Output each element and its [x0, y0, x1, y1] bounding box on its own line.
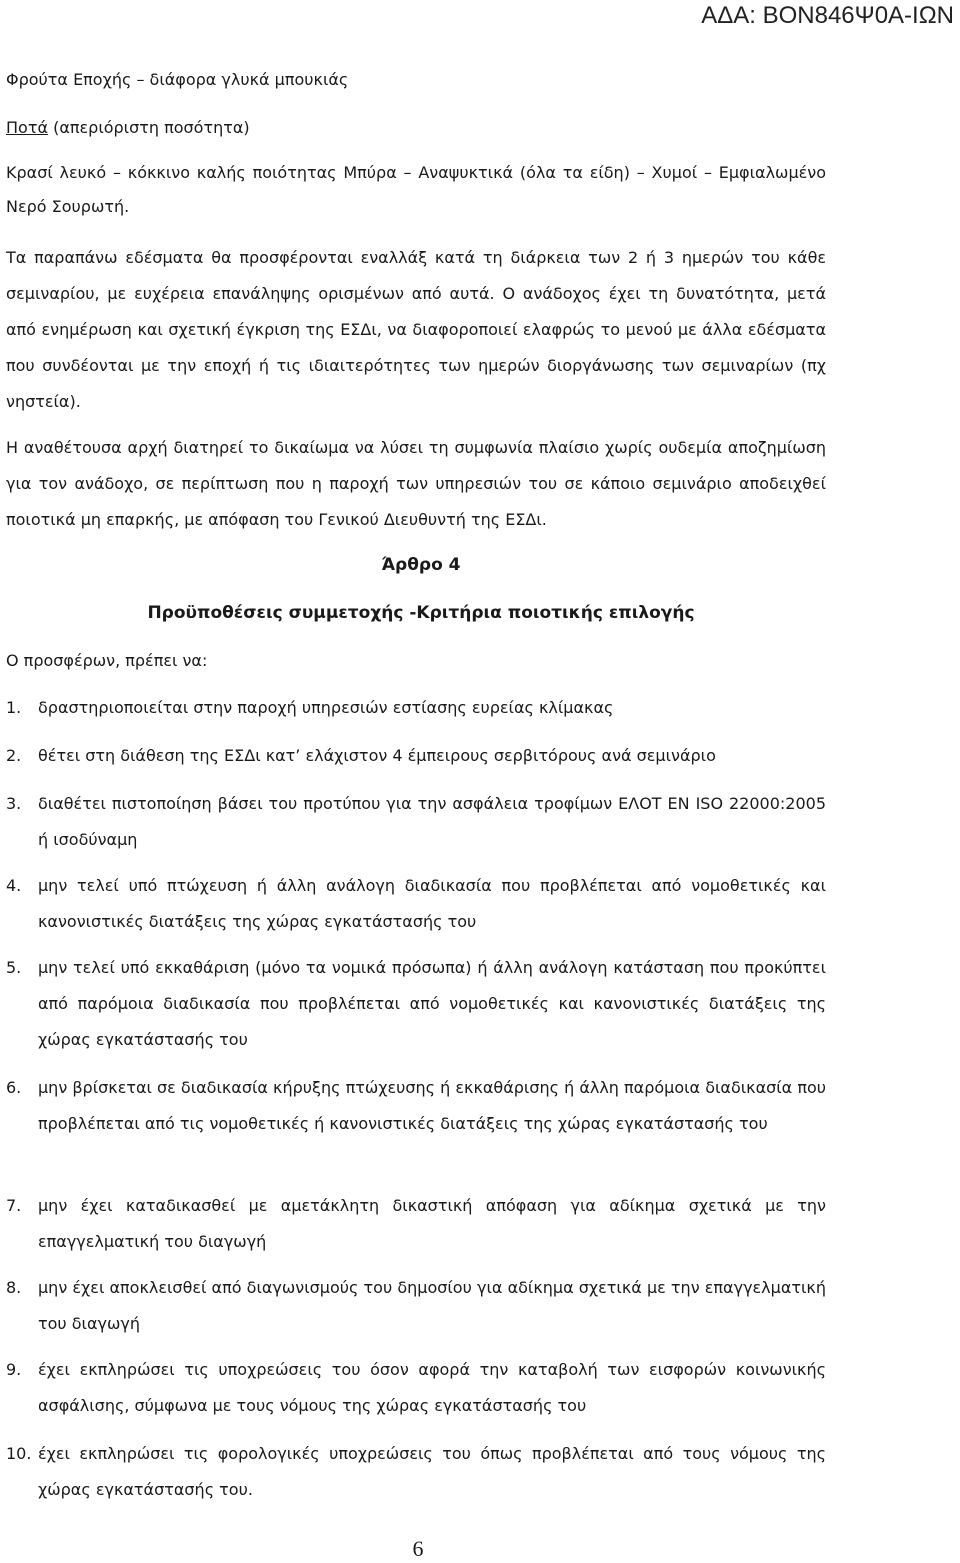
drinks-label: Ποτά — [6, 118, 48, 137]
list-item-number: 7. — [6, 1196, 22, 1215]
list-item-number: 4. — [6, 876, 22, 895]
list-item-text: έχει εκπληρώσει τις υποχρεώσεις του όσον αφορά την καταβολή των εισφορών κοινωνικής ασφάλισης, σύμφωνα με τους νόμους της χώρας εγκατάστασής του — [38, 1360, 826, 1415]
list-item-number: 9. — [6, 1360, 22, 1379]
drinks-qualifier: (απεριόριστη ποσότητα) — [48, 118, 250, 137]
list-item-text: μην βρίσκεται σε διαδικασία κήρυξης πτώχευσης ή εκκαθάρισης ή άλλη παρόμοια διαδικασία που προβλέπεται από τις νομοθετικές ή κανονιστικές διατάξεις της χώρας εγκατάστασής του — [38, 1078, 826, 1133]
list-item-text: δραστηριοποιείται στην παροχή υπηρεσιών εστίασης ευρείας κλίμακας — [38, 698, 614, 717]
list-item-text: διαθέτει πιστοποίηση βάσει του προτύπου για την ασφάλεια τροφίμων ΕΛΟΤ ΕΝ ISO 22000:2005 ή ισοδύναμη — [38, 794, 826, 849]
list-item-number: 10. — [6, 1444, 32, 1463]
list-item-number: 5. — [6, 958, 22, 977]
list-item-text: μην τελεί υπό πτώχευση ή άλλη ανάλογη διαδικασία που προβλέπεται από νομοθετικές και κανονιστικές διατάξεις της χώρας εγκατάστασής του — [38, 876, 826, 931]
list-item-number: 3. — [6, 794, 22, 813]
list-item-text: μην τελεί υπό εκκαθάριση (μόνο τα νομικά πρόσωπα) ή άλλη ανάλογη κατάσταση που προκύπτει από παρόμοια διαδικασία που προβλέπεται από νομοθετικές και κανονιστικές διατάξεις της χώρας εγκατάστασής του — [38, 958, 826, 1049]
requirements-intro: Ο προσφέρων, πρέπει να: — [6, 651, 208, 670]
ada-code: ΑΔΑ: ΒΟΝ846Ψ0Α-ΙΩΝ — [701, 2, 954, 29]
list-item-text: μην έχει αποκλεισθεί από διαγωνισμούς του δημοσίου για αδίκημα σχετικά με την επαγγελματική του διαγωγή — [38, 1278, 826, 1333]
paragraph-termination: Η αναθέτουσα αρχή διατηρεί το δικαίωμα να λύσει τη συμφωνία πλαίσιο χωρίς ουδεμία αποζημίωση για τον ανάδοχο, σε περίπτωση που η παροχή των υπηρεσιών του σε κάποιο σεμινάριο αποδειχθεί ποιοτικά μη επαρκής, με απόφαση του Γενικού Διευθυντή της ΕΣΔι. — [6, 438, 826, 529]
list-item-number: 8. — [6, 1278, 22, 1297]
list-item-text: έχει εκπληρώσει τις φορολογικές υποχρεώσεις του όπως προβλέπεται από τους νόμους της χώρας εγκατάστασής του. — [38, 1444, 826, 1499]
list-item-text: μην έχει καταδικασθεί με αμετάκλητη δικαστική απόφαση για αδίκημα σχετικά με την επαγγελματική του διαγωγή — [38, 1196, 826, 1251]
paragraph-rotation: Τα παραπάνω εδέσματα θα προσφέρονται εναλλάξ κατά τη διάρκεια των 2 ή 3 ημερών του κάθε σεμιναρίου, με ευχέρεια επανάληψης ορισμένων από αυτά. Ο ανάδοχος έχει τη δυνατότητα, μετά από ενημέρωση και σχετική έγκριση της ΕΣΔι, να διαφοροποιεί ελαφρώς το μενού με άλλα εδέσματα που συνδέονται με την εποχή ή τις ιδιαιτερότητες των ημερών διοργάνωσης των σεμιναρίων (πχ νηστεία). — [6, 248, 826, 411]
article-title: Προϋποθέσεις συμμετοχής -Κριτήρια ποιοτικής επιλογής — [147, 603, 695, 623]
list-item-text: θέτει στη διάθεση της ΕΣΔι κατ’ ελάχιστον 4 έμπειρους σερβιτόρους ανά σεμινάριο — [38, 746, 716, 765]
list-item-number: 6. — [6, 1078, 22, 1097]
menu-drinks-heading — [6, 110, 826, 146]
list-item-number: 2. — [6, 746, 22, 765]
list-item-number: 1. — [6, 698, 22, 717]
page-number: 6 — [412, 1536, 424, 1561]
menu-drinks-list: Κρασί λευκό – κόκκινο καλής ποιότητας Μπύρα – Αναψυκτικά (όλα τα είδη) – Χυμοί – Εμφιαλωμένο Νερό Σουρωτή. — [6, 163, 826, 216]
article-number: Άρθρο 4 — [381, 555, 461, 575]
menu-fruits-line: Φρούτα Εποχής – διάφορα γλυκά μπουκιάς — [6, 70, 349, 89]
